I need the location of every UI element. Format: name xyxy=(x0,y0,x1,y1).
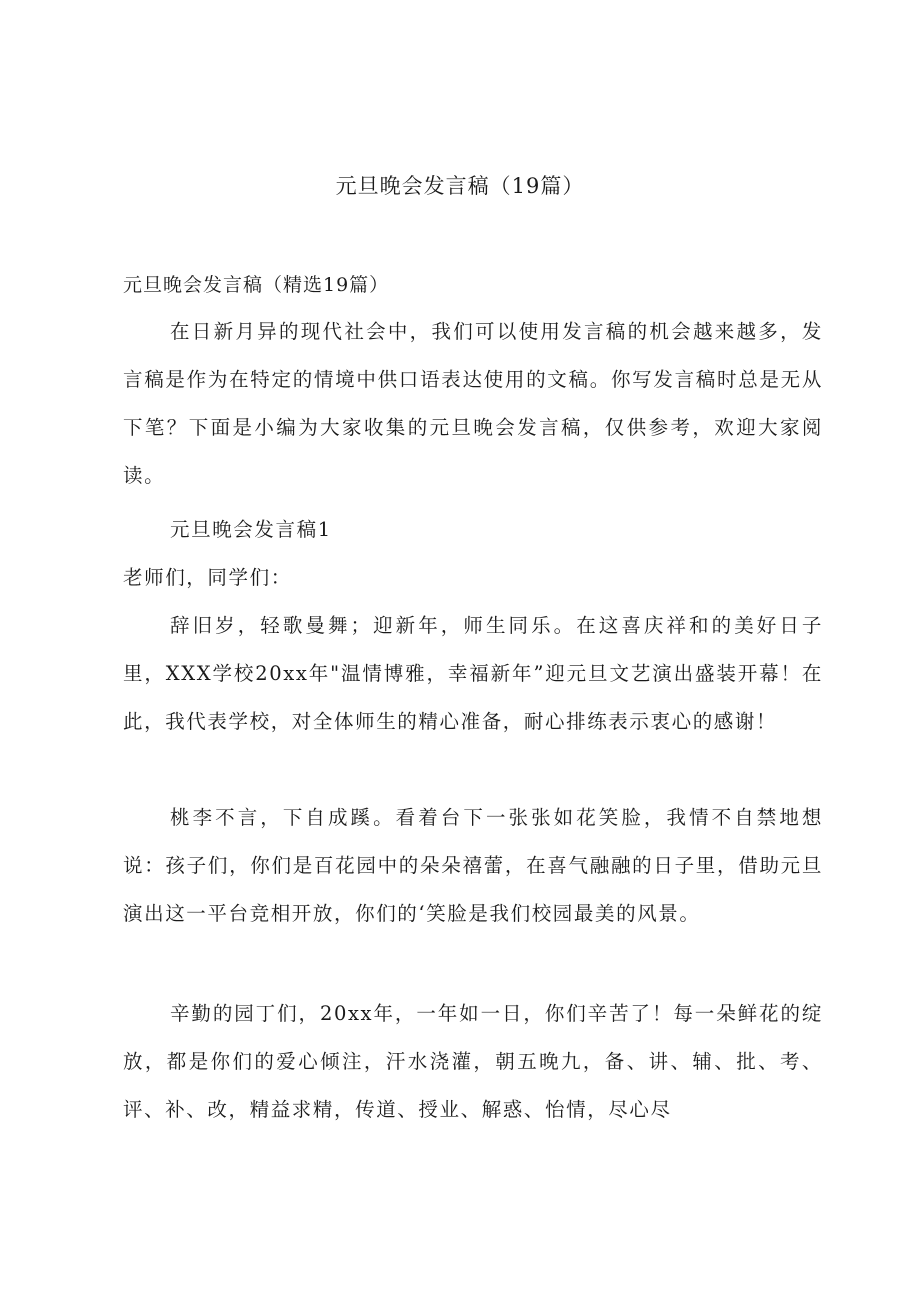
body-paragraph: 辛勤的园丁们，20xx年，一年如一日，你们辛苦了！每一朵鲜花的绽放，都是你们的爱心倾注，汗水浇灌，朝五晚九，备、讲、辅、批、考、评、补、改，精益求精，传道、授业、解惑、怡情，尽心尽 xyxy=(123,1002,823,1121)
document-title: 元旦晚会发言稿（19篇） xyxy=(335,174,585,198)
section-heading: 元旦晚会发言稿1 xyxy=(170,518,332,541)
document-subtitle: 元旦晚会发言稿（精选19篇） xyxy=(123,274,390,296)
greeting-line: 老师们，同学们： xyxy=(123,566,292,589)
body-paragraph: 辞旧岁，轻歌曼舞；迎新年，师生同乐。在这喜庆祥和的美好日子里，XXX学校20xx年"温情博雅，幸福新年”迎元旦文艺演出盛装开幕！在此，我代表学校，对全体师生的精心准备，耐心排练表示衷心的感谢！ xyxy=(123,614,823,733)
body-paragraph: 桃李不言，下自成蹊。看着台下一张张如花笑脸，我情不自禁地想说：孩子们，你们是百花园中的朵朵禧蕾，在喜气融融的日子里，借助元旦演出这一平台竞相开放，你们的‘笑脸是我们校园最美的风景。 xyxy=(123,806,823,925)
intro-paragraph: 在日新月异的现代社会中，我们可以使用发言稿的机会越来越多，发言稿是作为在特定的情境中供口语表达使用的文稿。你写发言稿时总是无从下笔？下面是小编为大家收集的元旦晚会发言稿，仅供参考，欢迎大家阅读。 xyxy=(123,320,823,487)
